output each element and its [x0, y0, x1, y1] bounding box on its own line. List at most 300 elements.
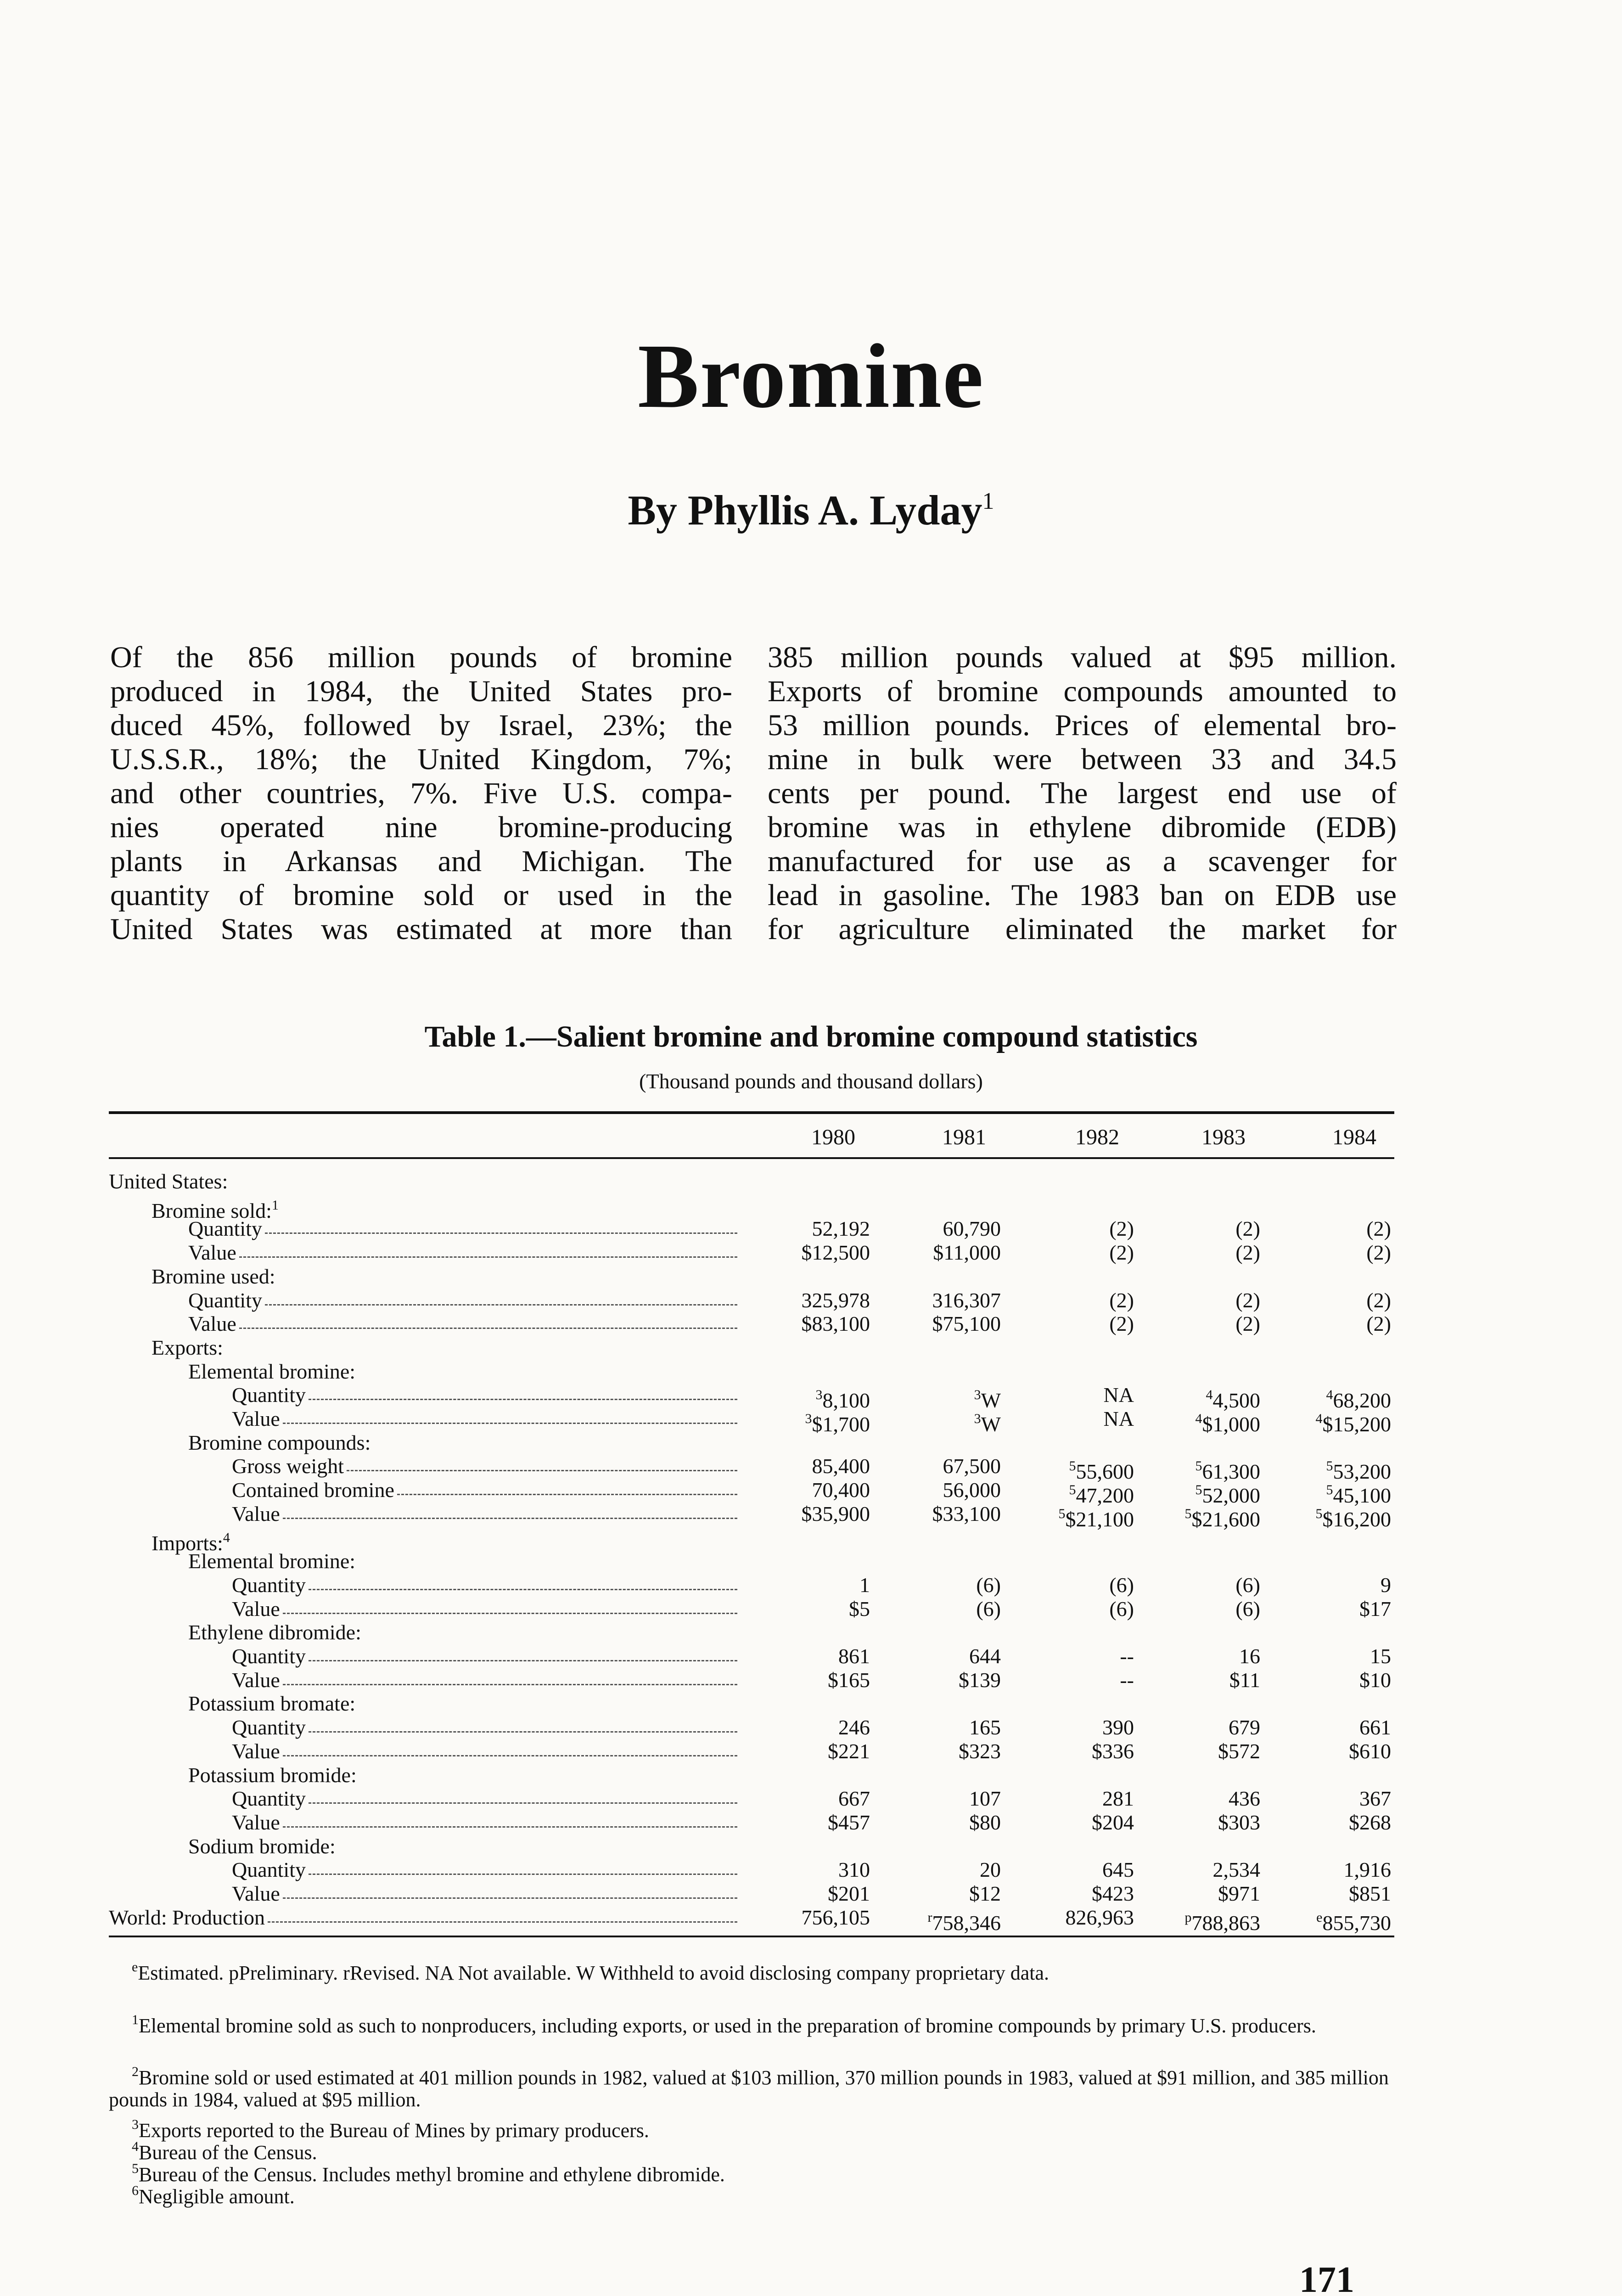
table-cell — [863, 1716, 1001, 1739]
cell-value: $11 — [1229, 1668, 1260, 1692]
table-cell — [1253, 1407, 1391, 1436]
dot-leader — [283, 1755, 737, 1756]
table-cell — [1122, 1598, 1260, 1621]
table-cell — [1122, 1289, 1260, 1312]
page-number: 171 — [1299, 2260, 1354, 2296]
table-cell — [732, 1811, 870, 1834]
row-label — [188, 1621, 361, 1644]
table-cell — [1253, 1289, 1391, 1312]
cell-value: 758,346 — [932, 1911, 1001, 1935]
footnote-mark: 4 — [132, 2139, 139, 2154]
cell-value: (2) — [1366, 1312, 1391, 1336]
footnote — [109, 1956, 1394, 1984]
cell-value: $15,200 — [1322, 1412, 1391, 1436]
cell-footnote-mark: e — [1316, 1909, 1323, 1925]
dot-leader — [309, 1731, 737, 1733]
table-cell — [732, 1787, 870, 1810]
row-label — [188, 1835, 336, 1858]
cell-value: (6) — [1109, 1573, 1134, 1597]
dot-leader — [283, 1684, 737, 1685]
cell-footnote-mark: 5 — [1184, 1506, 1192, 1521]
cell-value: -- — [1120, 1644, 1134, 1668]
body-text-line: quantity of bromine sold or used in the — [110, 878, 732, 912]
table-cell — [1253, 1217, 1391, 1240]
table-cell — [996, 1598, 1134, 1621]
table-cell — [863, 1289, 1001, 1312]
row-label-text: Value — [232, 1502, 280, 1525]
body-text-right-column — [768, 641, 1397, 946]
table-cell — [1122, 1740, 1260, 1763]
cell-value: 1 — [859, 1573, 870, 1597]
table-cell — [1122, 1645, 1260, 1668]
body-text-line: produced in 1984, the United States pro- — [110, 675, 732, 708]
cell-value: $423 — [1092, 1882, 1134, 1905]
body-text-line: United States was estimated at more than — [110, 912, 732, 946]
body-text-line: bromine was in ethylene dibromide (EDB) — [768, 810, 1397, 844]
table-cell — [732, 1669, 870, 1692]
cell-value: W — [981, 1389, 1001, 1412]
cell-footnote-mark: 3 — [815, 1387, 823, 1403]
row-label-text: Quantity — [232, 1858, 306, 1882]
cell-value: 788,863 — [1191, 1911, 1260, 1935]
row-label — [232, 1503, 737, 1525]
table-cell — [732, 1241, 870, 1264]
table-cell — [863, 1574, 1001, 1597]
footnote — [109, 2180, 1394, 2208]
row-label-text: Gross weight — [232, 1454, 344, 1478]
table-cell — [732, 1407, 870, 1436]
footnote — [109, 2009, 1394, 2037]
cell-value: $80 — [969, 1810, 1001, 1834]
row-label — [232, 1455, 737, 1478]
row-label — [188, 1289, 737, 1312]
row-label — [232, 1645, 737, 1668]
footnote-mark: 1 — [132, 2012, 139, 2027]
row-label — [188, 1360, 355, 1383]
cell-value: (2) — [1109, 1312, 1134, 1336]
table-cell — [996, 1858, 1134, 1881]
table-top-rule — [109, 1111, 1394, 1114]
cell-value: (2) — [1235, 1241, 1260, 1265]
cell-value: 645 — [1102, 1858, 1134, 1882]
cell-value: $323 — [959, 1739, 1001, 1763]
table-cell — [996, 1669, 1134, 1692]
cell-value: 8,100 — [822, 1389, 870, 1412]
cell-footnote-mark: 5 — [1195, 1482, 1202, 1498]
cell-value: NA — [1103, 1383, 1134, 1407]
table-header-rule — [109, 1157, 1394, 1159]
cell-value: $17 — [1359, 1597, 1391, 1621]
table-cell — [863, 1479, 1001, 1502]
row-label-text: Potassium bromate: — [188, 1692, 356, 1716]
dot-leader — [239, 1328, 737, 1329]
cell-value: 667 — [838, 1787, 870, 1811]
table-cell — [732, 1455, 870, 1478]
cell-footnote-mark: 5 — [1058, 1506, 1066, 1521]
cell-value: 85,400 — [812, 1454, 870, 1478]
cell-value: 310 — [838, 1858, 870, 1882]
cell-value: $35,900 — [801, 1502, 870, 1525]
cell-value: (2) — [1366, 1288, 1391, 1312]
cell-value: $457 — [828, 1810, 870, 1834]
cell-value: (2) — [1366, 1241, 1391, 1265]
cell-value: 16 — [1239, 1644, 1260, 1668]
cell-value: 67,500 — [943, 1454, 1001, 1478]
cell-value: 826,963 — [1065, 1905, 1134, 1929]
table-subtitle: (Thousand pounds and thousand dollars) — [639, 1069, 983, 1093]
cell-footnote-mark: 5 — [1069, 1458, 1076, 1474]
table-cell — [996, 1574, 1134, 1597]
row-label-text: Elemental bromine: — [188, 1359, 356, 1383]
table-cell — [1122, 1811, 1260, 1834]
footnote-mark: 6 — [132, 2183, 139, 2198]
cell-value: 68,200 — [1333, 1389, 1391, 1412]
cell-value: 325,978 — [801, 1288, 870, 1312]
body-text-line: 385 million pounds valued at $95 million. — [768, 641, 1397, 674]
body-text-line: 53 million pounds. Prices of elemental bro- — [768, 709, 1397, 742]
row-label-text: Ethylene dibromide: — [188, 1621, 361, 1644]
row-label-text: United States: — [109, 1170, 228, 1193]
row-label — [232, 1811, 737, 1834]
row-label-text: Value — [232, 1810, 280, 1834]
table-cell — [996, 1787, 1134, 1810]
table-cell — [1253, 1716, 1391, 1739]
row-label — [232, 1882, 737, 1905]
column-header-year: 1981 — [942, 1125, 986, 1149]
cell-value: 20 — [980, 1858, 1001, 1882]
cell-value: (2) — [1235, 1288, 1260, 1312]
table-cell — [863, 1787, 1001, 1810]
cell-value: (6) — [976, 1597, 1001, 1621]
cell-value: 861 — [838, 1644, 870, 1668]
cell-value: $21,600 — [1191, 1507, 1260, 1531]
cell-footnote-mark: 5 — [1326, 1482, 1333, 1498]
row-label — [232, 1787, 737, 1810]
table-cell — [1253, 1312, 1391, 1335]
footnote-text: Negligible amount. — [139, 2185, 295, 2208]
cell-value: 679 — [1229, 1716, 1260, 1739]
table-cell — [1122, 1669, 1260, 1692]
body-text-left-column — [110, 641, 732, 946]
cell-value: 436 — [1229, 1787, 1260, 1811]
table-cell — [732, 1217, 870, 1240]
row-label — [152, 1265, 275, 1288]
cell-footnote-mark: 3 — [974, 1411, 981, 1426]
table-cell — [732, 1479, 870, 1502]
cell-value: 644 — [969, 1644, 1001, 1668]
row-label — [188, 1217, 737, 1240]
row-label-text: Potassium bromide: — [188, 1763, 357, 1787]
body-text-line: mine in bulk were between 33 and 34.5 — [768, 743, 1397, 776]
cell-footnote-mark: 5 — [1069, 1482, 1076, 1498]
table-cell — [1253, 1882, 1391, 1905]
body-text-line: and other countries, 7%. Five U.S. compa- — [110, 777, 732, 810]
table-cell — [1122, 1787, 1260, 1810]
row-label — [232, 1479, 737, 1502]
cell-value: 52,192 — [812, 1217, 870, 1241]
cell-value: $1,700 — [812, 1412, 870, 1436]
body-text-line: lead in gasoline. The 1983 ban on EDB use — [768, 878, 1397, 912]
table-cell — [996, 1716, 1134, 1739]
row-label-text: Bromine used: — [152, 1264, 275, 1288]
column-header-year: 1980 — [811, 1125, 855, 1149]
dot-leader — [309, 1589, 737, 1590]
table-cell — [863, 1906, 1001, 1935]
cell-value: $572 — [1218, 1739, 1260, 1763]
row-label-text: Elemental bromine: — [188, 1549, 356, 1573]
table-cell — [1122, 1906, 1260, 1935]
row-label — [232, 1740, 737, 1763]
table-cell — [1253, 1858, 1391, 1881]
table-cell — [996, 1645, 1134, 1668]
table-cell — [863, 1455, 1001, 1478]
footnote-text: Bromine sold or used estimated at 401 million pounds in 1982, valued at $103 million, 370 million pounds in 1983, valued at $91 million, and 385 million pounds in 1984, valued at $95 million. — [109, 2066, 1389, 2111]
body-text-line: manufactured for use as a scavenger for — [768, 844, 1397, 878]
footnote-text: Exports reported to the Bureau of Mines by primary producers. — [139, 2119, 649, 2142]
row-label — [232, 1858, 737, 1881]
table-cell — [996, 1811, 1134, 1834]
cell-value: $10 — [1359, 1668, 1391, 1692]
cell-footnote-mark: 4 — [1206, 1387, 1213, 1403]
dot-leader — [283, 1613, 737, 1614]
row-label-text: Value — [232, 1597, 280, 1621]
cell-value: $33,100 — [932, 1502, 1001, 1525]
table-title: Table 1.—Salient bromine and bromine compound statistics — [424, 1020, 1198, 1053]
table-cell — [996, 1289, 1134, 1312]
dot-leader — [265, 1232, 737, 1234]
table-cell — [996, 1740, 1134, 1763]
table-cell — [1122, 1716, 1260, 1739]
dot-leader — [309, 1802, 737, 1804]
row-label-text: Exports: — [152, 1335, 223, 1359]
cell-footnote-mark: 4 — [1195, 1411, 1202, 1426]
row-label — [188, 1312, 737, 1335]
cell-footnote-mark: 5 — [1315, 1506, 1323, 1521]
table-cell — [863, 1217, 1001, 1240]
table-cell — [732, 1716, 870, 1739]
dot-leader — [309, 1874, 737, 1875]
cell-value: $12,500 — [801, 1241, 870, 1265]
page-title: Bromine — [638, 326, 984, 427]
cell-value: 316,307 — [932, 1288, 1001, 1312]
table-cell — [863, 1598, 1001, 1621]
dot-leader — [397, 1494, 737, 1495]
table-cell — [863, 1882, 1001, 1905]
cell-footnote-mark: r — [927, 1909, 932, 1925]
row-label — [232, 1574, 737, 1597]
cell-value: NA — [1103, 1407, 1134, 1430]
row-label-footnote-mark: 4 — [223, 1530, 230, 1545]
body-text-line: Exports of bromine compounds amounted to — [768, 675, 1397, 708]
author-byline — [0, 487, 1622, 534]
cell-value: $1,000 — [1202, 1412, 1260, 1436]
cell-footnote-mark: 4 — [1326, 1387, 1333, 1403]
cell-value: $268 — [1349, 1810, 1391, 1834]
row-label-text: Value — [232, 1407, 280, 1430]
table-cell — [732, 1906, 870, 1929]
body-text-line: plants in Arkansas and Michigan. The — [110, 844, 732, 878]
table-cell — [996, 1312, 1134, 1335]
cell-value: 246 — [838, 1716, 870, 1739]
cell-value: (2) — [1366, 1217, 1391, 1241]
cell-value: 4,500 — [1212, 1389, 1260, 1412]
row-label-footnote-mark: 1 — [271, 1197, 279, 1213]
cell-value: 107 — [969, 1787, 1001, 1811]
dot-leader — [309, 1399, 737, 1400]
row-label — [188, 1692, 355, 1715]
cell-value: $610 — [1349, 1739, 1391, 1763]
row-label — [232, 1384, 737, 1407]
row-label — [109, 1906, 737, 1929]
column-header-year: 1983 — [1201, 1125, 1246, 1149]
row-label-text: World: Production — [109, 1905, 265, 1929]
cell-footnote-mark: 3 — [974, 1387, 981, 1403]
footnote-text: Bureau of the Census. — [139, 2141, 317, 2164]
cell-footnote-mark: 4 — [1315, 1411, 1323, 1426]
row-label-text: Quantity — [232, 1787, 306, 1811]
table-cell — [996, 1906, 1134, 1929]
row-label — [188, 1241, 737, 1264]
cell-value: (6) — [976, 1573, 1001, 1597]
table-cell — [1122, 1407, 1260, 1436]
row-label-text: Value — [232, 1668, 280, 1692]
table-cell — [1122, 1574, 1260, 1597]
cell-value: $336 — [1092, 1739, 1134, 1763]
cell-value: 52,000 — [1202, 1484, 1260, 1508]
cell-value: $75,100 — [932, 1312, 1001, 1336]
cell-value: (6) — [1235, 1573, 1260, 1597]
cell-value: $12 — [969, 1882, 1001, 1905]
cell-footnote-mark: 5 — [1326, 1458, 1333, 1474]
cell-value: 47,200 — [1076, 1484, 1134, 1508]
dot-leader — [268, 1921, 737, 1923]
cell-value: 70,400 — [812, 1478, 870, 1502]
dot-leader — [239, 1256, 737, 1258]
cell-value: 390 — [1102, 1716, 1134, 1739]
table-cell — [1122, 1858, 1260, 1881]
cell-value: 1,916 — [1343, 1858, 1391, 1882]
table-cell — [996, 1882, 1134, 1905]
table-cell — [1253, 1503, 1391, 1531]
cell-value: W — [981, 1412, 1001, 1436]
dot-leader — [309, 1660, 737, 1661]
dot-leader — [283, 1423, 737, 1424]
table-cell — [863, 1503, 1001, 1525]
cell-value: $11,000 — [933, 1241, 1001, 1265]
dot-leader — [265, 1304, 737, 1306]
row-label-text: Quantity — [232, 1383, 306, 1407]
table-cell — [863, 1669, 1001, 1692]
footnote-text: Estimated. pPreliminary. rRevised. NA Not available. W Withheld to avoid disclosing company proprietary data. — [138, 1962, 1050, 1984]
cell-value: (2) — [1109, 1288, 1134, 1312]
cell-value: $5 — [849, 1597, 870, 1621]
cell-value: 2,534 — [1212, 1858, 1260, 1882]
cell-value: $303 — [1218, 1810, 1260, 1834]
row-label-text: Quantity — [232, 1644, 306, 1668]
cell-value: 60,790 — [943, 1217, 1001, 1241]
row-label-text: Value — [188, 1312, 236, 1336]
body-text-line: cents per pound. The largest end use of — [768, 777, 1397, 810]
footnote — [109, 2061, 1394, 2111]
table-cell — [1253, 1787, 1391, 1810]
row-label-text: Quantity — [188, 1217, 262, 1241]
table-bottom-rule — [109, 1936, 1394, 1937]
table-cell — [996, 1384, 1134, 1407]
cell-value: $971 — [1218, 1882, 1260, 1905]
table-cell — [996, 1241, 1134, 1264]
table-cell — [1122, 1312, 1260, 1335]
column-header-year: 1984 — [1332, 1125, 1376, 1149]
cell-value: 661 — [1359, 1716, 1391, 1739]
cell-value: $851 — [1349, 1882, 1391, 1905]
cell-value: (2) — [1235, 1217, 1260, 1241]
table-cell — [863, 1312, 1001, 1335]
cell-footnote-mark: p — [1184, 1909, 1192, 1925]
table-cell — [1122, 1217, 1260, 1240]
row-label-text: Value — [232, 1739, 280, 1763]
table-cell — [863, 1407, 1001, 1436]
row-label — [188, 1550, 355, 1573]
table-cell — [863, 1241, 1001, 1264]
cell-value: 53,200 — [1333, 1460, 1391, 1484]
dot-leader — [283, 1897, 737, 1899]
dot-leader — [347, 1470, 737, 1471]
cell-value: $139 — [959, 1668, 1001, 1692]
table-cell — [732, 1598, 870, 1621]
dot-leader — [283, 1518, 737, 1519]
row-label-text: Bromine sold: — [152, 1199, 272, 1222]
row-label — [232, 1669, 737, 1692]
row-label — [188, 1431, 370, 1454]
row-label — [232, 1407, 737, 1430]
cell-value: (6) — [1109, 1597, 1134, 1621]
footnote-text: Elemental bromine sold as such to nonproducers, including exports, or used in the preparation of bromine compounds by primary U.S. producers. — [139, 2015, 1316, 2037]
table-cell — [732, 1740, 870, 1763]
row-label-text: Value — [232, 1882, 280, 1905]
table-cell — [863, 1740, 1001, 1763]
table-cell — [732, 1882, 870, 1905]
cell-value: $204 — [1092, 1810, 1134, 1834]
row-label-text: Contained bromine — [232, 1478, 394, 1502]
cell-value: 56,000 — [943, 1478, 1001, 1502]
cell-value: 55,600 — [1076, 1460, 1134, 1484]
row-label-text: Value — [188, 1241, 236, 1265]
cell-value: $83,100 — [801, 1312, 870, 1336]
cell-value: (2) — [1235, 1312, 1260, 1336]
cell-value: $221 — [828, 1739, 870, 1763]
row-label — [152, 1336, 223, 1359]
cell-value: 756,105 — [801, 1905, 870, 1929]
cell-value: 367 — [1359, 1787, 1391, 1811]
body-text-line: duced 45%, followed by Israel, 23%; the — [110, 709, 732, 742]
row-label-text: Quantity — [232, 1573, 306, 1597]
table-cell — [1122, 1882, 1260, 1905]
footnote-mark: 5 — [132, 2161, 139, 2176]
row-label — [188, 1764, 357, 1787]
table-cell — [732, 1312, 870, 1335]
cell-value: 855,730 — [1322, 1911, 1391, 1935]
cell-value: 61,300 — [1202, 1460, 1260, 1484]
body-text-line: nies operated nine bromine-producing — [110, 810, 732, 844]
table-cell — [863, 1811, 1001, 1834]
author-footnote-mark: 1 — [982, 488, 994, 514]
table-cell — [996, 1217, 1134, 1240]
table-cell — [1122, 1503, 1260, 1531]
cell-footnote-mark: 3 — [805, 1411, 812, 1426]
author-name: By Phyllis A. Lyday — [628, 487, 982, 534]
cell-value: $165 — [828, 1668, 870, 1692]
cell-value: (2) — [1109, 1241, 1134, 1265]
